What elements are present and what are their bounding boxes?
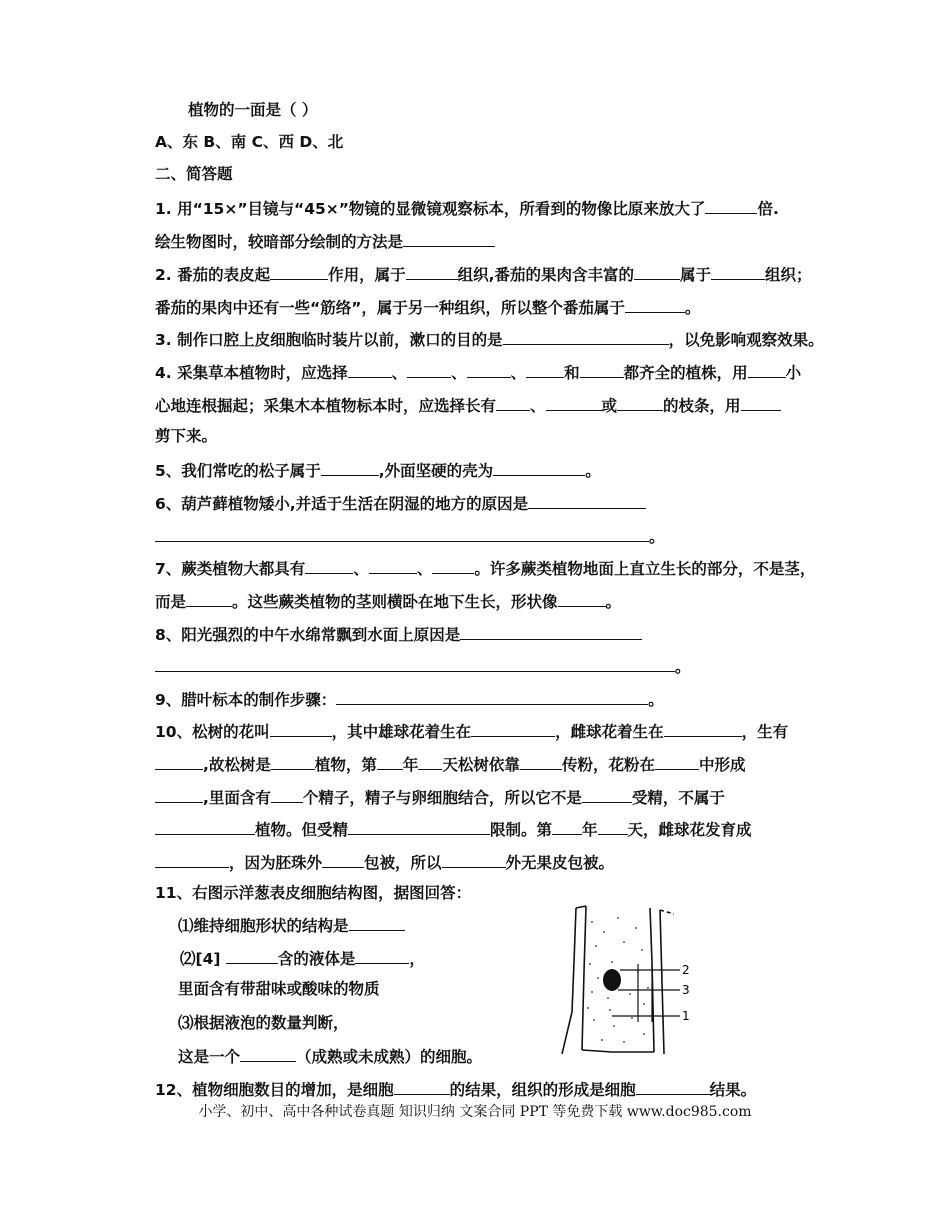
q11-sub2: ⑵[4] 含的液体是 ， [180,946,425,970]
q10-line1: 10、松树的花叫 ，其中雄球花着生在 ，雌球花着生在 ，生有 [155,719,788,743]
blank [418,752,442,770]
label-1: 1 [682,1009,690,1023]
blank [528,491,646,509]
blank [155,817,255,835]
q5-line: 5、我们常吃的松子属于 ,外面坚硬的壳为 。 [155,458,601,482]
blank [271,752,315,770]
blank [305,556,353,574]
blank [270,262,328,280]
blank [377,752,403,770]
page-footer: 小学、初中、高中各种试卷真题 知识归纳 文案合同 PPT 等免费下载 www.doc985.com [198,1104,752,1120]
blank [598,817,628,835]
blank [711,262,765,280]
blank [582,785,632,803]
blank [526,360,564,378]
label-3: 3 [682,983,690,997]
blank [348,360,392,378]
blank [155,850,229,868]
blank [655,752,699,770]
blank [270,719,332,737]
blank [406,262,458,280]
q6-line2: 。 [155,524,665,548]
blank [348,817,490,835]
blank [580,360,624,378]
q7-line2: 而是 。这些蕨类植物的茎则横卧在地下生长，形状像 。 [155,589,621,613]
blank [748,360,786,378]
blank [625,295,685,313]
q11-sub3-cont: 这是一个 （成熟或未成熟）的细胞。 [178,1044,482,1068]
blank [552,817,582,835]
blank [349,913,405,931]
blank [394,1077,450,1095]
blank [503,327,669,345]
blank [226,946,278,964]
q11-sub1: ⑴维持细胞形状的结构是 [178,913,405,937]
q10-line3: ,里面含有 个精子，精子与卵细胞结合，所以它不是 受精，不属于 [155,785,725,809]
blank [496,393,530,411]
onion-cell-diagram [552,902,702,1062]
q10-line4: 植物。但受精 限制。第 年 天，雌球花发育成 [155,817,752,841]
blank [741,393,781,411]
blank [520,752,562,770]
blank [664,719,742,737]
section-two-heading: 二、简答题 [155,165,233,183]
q10-line5: ，因为胚珠外 包被，所以 外无果皮包被。 [155,850,614,874]
blank [407,360,451,378]
q-top-options: A、东 B、南 C、西 D、北 [155,133,344,151]
q6-line1: 6、葫芦藓植物矮小,并适于生活在阴湿的地方的原因是 [155,491,646,515]
blank [634,262,680,280]
blank [558,589,606,607]
blank [460,622,642,640]
q8-line2: 。 [155,654,691,678]
blank [155,785,203,803]
blank [336,687,648,705]
q2-line2: 番茄的果肉中还有一些“筋络”，属于另一种组织，所以整个番茄属于 。 [155,295,700,319]
blank [636,1077,710,1095]
blank [442,850,506,868]
blank [322,850,364,868]
q11-stem: 11、右图示洋葱表皮细胞结构图，据图回答： [155,884,472,902]
blank [467,360,511,378]
q12-line: 12、植物细胞数目的增加，是细胞 的结果，组织的形成是细胞 结果。 [155,1077,756,1101]
blank [432,556,474,574]
label-2: 2 [682,963,690,977]
q3-line: 3. 制作口腔上皮细胞临时装片以前，漱口的目的是 ，以免影响观察效果。 [155,327,824,351]
blank [355,946,409,964]
q2-line1: 2. 番茄的表皮起 作用，属于 组织,番茄的果肉含丰富的 属于 组织； [155,262,812,286]
q4-line1: 4. 采集草本植物时，应选择 、 、 、 和 都齐全的植株，用 小 [155,360,801,384]
q7-line1: 7、蕨类植物大都具有 、 、 。许多蕨类植物地面上直立生长的部分，不是茎， [155,556,815,580]
q11-sub3: ⑶根据液泡的数量判断， [178,1014,349,1032]
q1-line1: 1. 用“15×”目镜与“45×”物镜的显微镜观察标本，所看到的物像比原来放大了 倍. [155,196,779,220]
blank [471,719,555,737]
blank [403,229,495,247]
blank [155,654,675,672]
q1-line2: 绘生物图时，较暗部分绘制的方法是 [155,229,495,253]
blank [705,196,757,214]
q-top-stem: 植物的一面是（ ） [188,101,318,119]
blank [321,458,379,476]
q4-line3: 剪下来。 [155,427,218,445]
q11-sub2-cont: 里面含有带甜味或酸味的物质 [178,980,380,998]
blank [240,1044,296,1062]
blank [155,524,649,542]
q4-line2: 心地连根掘起；采集木本植物标本时，应选择长有 、 或 的枝条，用 [155,393,781,417]
blank [186,589,232,607]
blank [546,393,602,411]
q10-line2: ,故松树是 植物，第 年 天松树依靠 传粉，花粉在 中形成 [155,752,745,776]
nucleus-shape [603,969,621,991]
q9-line: 9、腊叶标本的制作步骤： 。 [155,687,664,711]
blank [369,556,417,574]
blank [617,393,663,411]
q8-line1: 8、阳光强烈的中午水绵常飘到水面上原因是 [155,622,642,646]
blank [493,458,585,476]
blank [155,752,203,770]
blank [271,785,303,803]
